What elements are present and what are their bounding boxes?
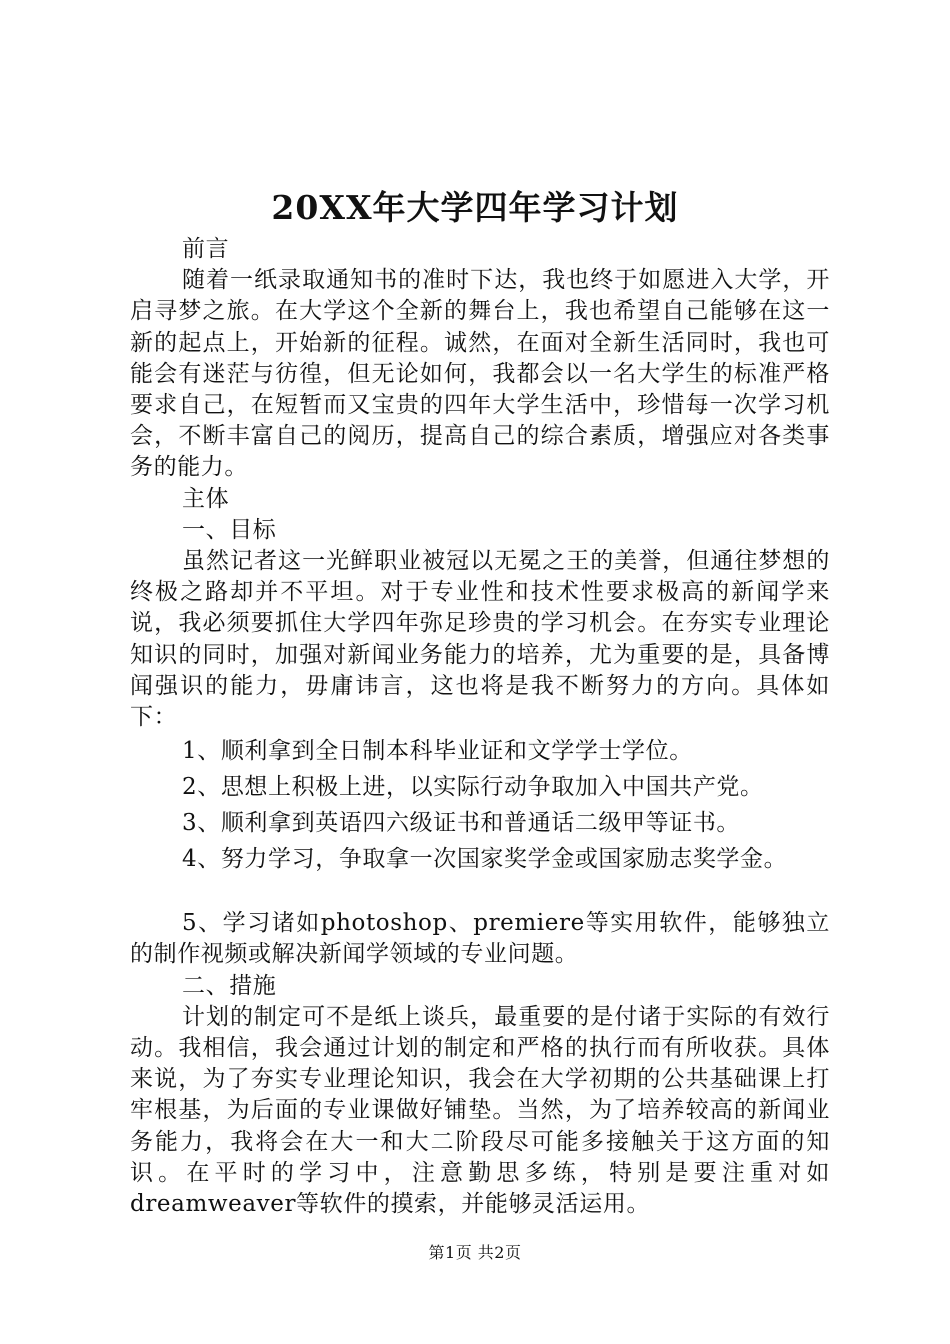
measures-paragraph: 计划的制定可不是纸上谈兵，最重要的是付诸于实际的有效行动。我相信，我会通过计划的制定和严格的执行而有所收获。具体来说，为了夯实专业理论知识，我会在大学初期的公共基础课上打牢根基，为后面的专业课做好铺垫。当然，为了培养较高的新闻业务能力，我将会在大一和大二阶段尽可能多接触关于这方面的知识。在平时的学习中，注意勤思多练，特别是要注重对如dreamweaver等软件的摸索，并能够灵活运用。 — [130, 1003, 830, 1218]
goal-item-4: 4、努力学习，争取拿一次国家奖学金或国家励志奖学金。 — [182, 846, 788, 873]
goal-item-2: 2、思想上积极上进，以实际行动争取加入中国共产党。 — [182, 774, 764, 801]
goal-item-5: 5、学习诸如photoshop、premiere等实用软件，能够独立的制作视频或解决新闻学领域的专业问题。 — [130, 910, 830, 968]
goal-paragraph: 虽然记者这一光鲜职业被冠以无冕之王的美誉，但通往梦想的终极之路却并不平坦。对于专业性和技术性要求极高的新闻学来说，我必须要抓住大学四年弥足珍贵的学习机会。在夯实专业理论知识的同时，加强对新闻业务能力的培养，尤为重要的是，具备博闻强识的能力，毋庸讳言，这也将是我不断努力的方向。具体如下： — [130, 548, 830, 731]
preface-heading: 前言 — [182, 236, 230, 262]
goal-item-3: 3、顺利拿到英语四六级证书和普通话二级甲等证书。 — [182, 810, 741, 837]
document-title: 20XX年大学四年学习计划 — [271, 188, 679, 227]
preface-paragraph: 随着一纸录取通知书的准时下达，我也终于如愿进入大学，开启寻梦之旅。在大学这个全新的舞台上，我也希望自己能够在这一新的起点上，开始新的征程。诚然，在面对全新生活同时，我也可能会有迷茫与彷徨，但无论如何，我都会以一名大学生的标准严格要求自己，在短暂而又宝贵的四年大学生活中，珍惜每一次学习机会，不断丰富自己的阅历，提高自己的综合素质，增强应对各类事务的能力。 — [130, 267, 830, 481]
measures-heading: 二、措施 — [182, 972, 277, 999]
main-heading: 主体 — [182, 485, 230, 512]
page-footer: 第1页 共2页 — [428, 1243, 522, 1262]
goal-heading: 一、目标 — [182, 516, 277, 543]
document-body — [130, 234, 830, 1220]
paragraph-spacer — [130, 877, 830, 908]
goal-item-1: 1、顺利拿到全日制本科毕业证和文学学士学位。 — [182, 738, 693, 765]
